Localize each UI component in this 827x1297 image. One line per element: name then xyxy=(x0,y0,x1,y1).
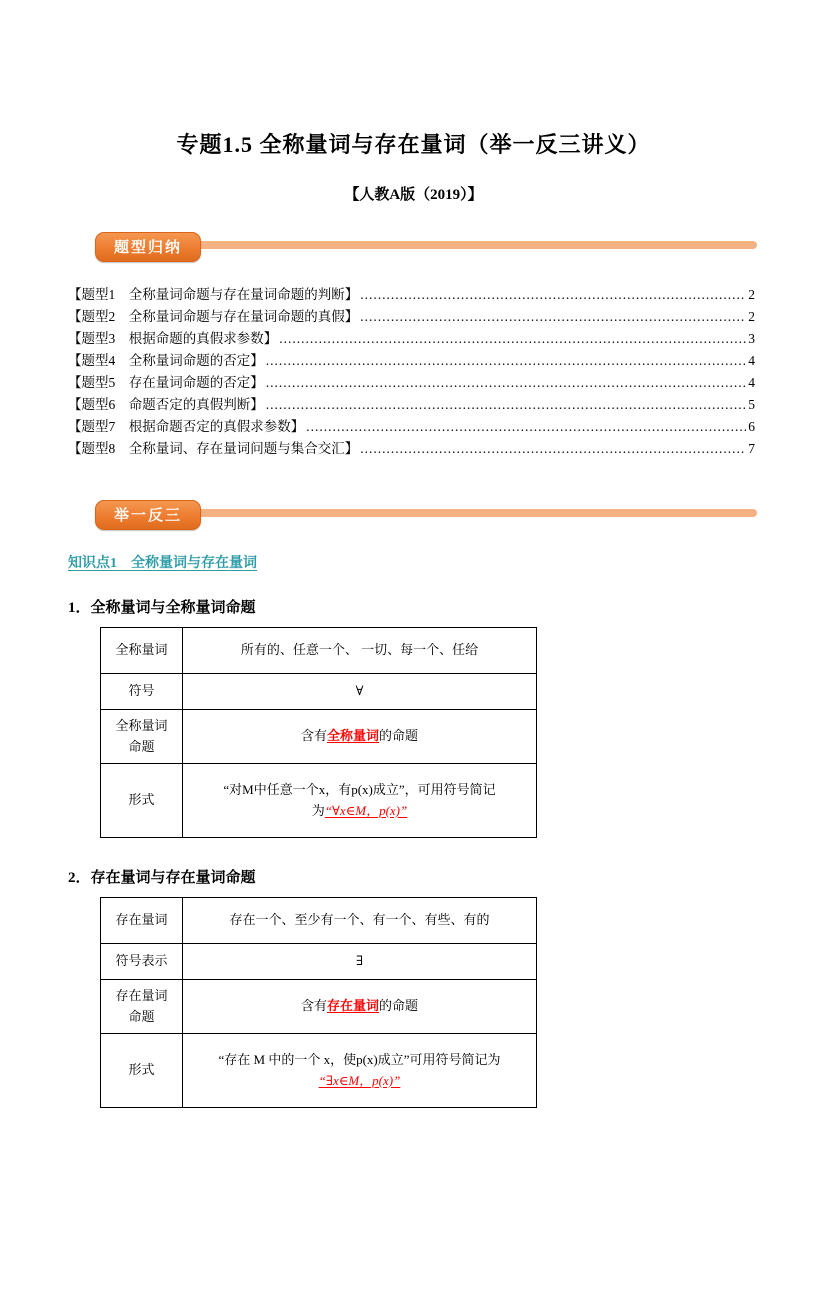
cell-form-value xyxy=(183,1034,537,1108)
banner-bar xyxy=(107,241,757,249)
toc-item xyxy=(68,306,755,328)
toc-item-label: 【题型5 存在量词命题的否定】 xyxy=(68,375,264,390)
section-1-heading: 1．全称量词与全称量词命题 xyxy=(68,600,256,616)
form-text: “存在 M 中的一个 x，使p(x)成立”可用符号简记为 xyxy=(218,1051,501,1067)
section-banner-practice xyxy=(95,500,757,526)
cell-proposition-label: 全称量词命题 xyxy=(101,710,183,764)
form-highlight: “∀x∈M，p(x)” xyxy=(324,802,408,818)
table-row-symbol xyxy=(101,944,537,980)
topic-summary-badge: 题型归纳 xyxy=(95,232,201,262)
toc-item xyxy=(68,416,755,438)
proposition-prefix: 含有 xyxy=(300,728,327,744)
toc-item xyxy=(68,394,755,416)
cell-symbol-value: ∀ xyxy=(183,674,537,710)
toc-item-label: 【题型2 全称量词命题与存在量词命题的真假】 xyxy=(68,309,359,324)
toc-item-label: 【题型7 根据命题否定的真假求参数】 xyxy=(68,419,305,434)
toc-item-label: 【题型4 全称量词命题的否定】 xyxy=(68,353,264,368)
form-text: “对M中任意一个x，有p(x)成立”，可用符号简记为 xyxy=(223,781,496,818)
toc-item-label: 【题型3 根据命题的真假求参数】 xyxy=(68,331,278,346)
toc-dot-leader xyxy=(360,284,746,306)
cell-proposition-label: 存在量词命题 xyxy=(101,980,183,1034)
cell-form-label: 形式 xyxy=(101,764,183,838)
table-row-proposition xyxy=(101,980,537,1034)
toc-item xyxy=(68,284,755,306)
page-subtitle: 【人教A版（2019）】 xyxy=(344,187,483,203)
proposition-highlight: 存在量词 xyxy=(326,998,379,1014)
toc-dot-leader xyxy=(266,394,747,416)
toc-dot-leader xyxy=(306,416,746,438)
table-row-quantifier xyxy=(101,898,537,944)
toc-page-number: 2 xyxy=(748,309,755,324)
toc-page-number: 5 xyxy=(748,397,755,412)
cell-form-value xyxy=(183,764,537,838)
proposition-suffix: 的命题 xyxy=(379,728,419,744)
proposition-highlight: 全称量词 xyxy=(326,728,379,744)
toc-page-number: 2 xyxy=(748,287,755,302)
table-row-form xyxy=(101,1034,537,1108)
toc-dot-leader xyxy=(266,372,747,394)
table-row-quantifier xyxy=(101,628,537,674)
cell-symbol-label: 符号表示 xyxy=(101,944,183,980)
section-banner-topic-summary xyxy=(95,232,757,258)
toc-dot-leader xyxy=(266,350,747,372)
toc-page-number: 7 xyxy=(748,441,755,456)
proposition-prefix: 含有 xyxy=(300,998,327,1014)
cell-quantifier-value: 所有的、任意一个、 一切、每一个、任给 xyxy=(183,628,537,674)
toc-item-label: 【题型8 全称量词、存在量词问题与集合交汇】 xyxy=(68,441,359,456)
toc-item xyxy=(68,350,755,372)
table-of-contents xyxy=(68,284,755,460)
page-title: 专题1.5 全称量词与存在量词（举一反三讲义） xyxy=(176,132,651,157)
practice-badge: 举一反三 xyxy=(95,500,201,530)
toc-item xyxy=(68,328,755,350)
cell-symbol-label: 符号 xyxy=(101,674,183,710)
existential-quantifier-table xyxy=(100,897,537,1108)
table-row-proposition xyxy=(101,710,537,764)
cell-form-label: 形式 xyxy=(101,1034,183,1108)
cell-symbol-value: ∃ xyxy=(183,944,537,980)
cell-quantifier-label: 全称量词 xyxy=(101,628,183,674)
proposition-suffix: 的命题 xyxy=(379,998,419,1014)
universal-quantifier-table xyxy=(100,627,537,838)
toc-item xyxy=(68,372,755,394)
table-row-symbol xyxy=(101,674,537,710)
document-page xyxy=(0,128,827,1297)
toc-dot-leader xyxy=(279,328,746,350)
toc-item-label: 【题型6 命题否定的真假判断】 xyxy=(68,397,264,412)
toc-dot-leader xyxy=(360,306,746,328)
toc-page-number: 4 xyxy=(748,353,755,368)
toc-item-label: 【题型1 全称量词命题与存在量词命题的判断】 xyxy=(68,287,359,302)
cell-proposition-value xyxy=(183,980,537,1034)
toc-page-number: 6 xyxy=(748,419,755,434)
table-row-form xyxy=(101,764,537,838)
toc-page-number: 4 xyxy=(748,375,755,390)
knowledge-point-heading: 知识点1 全称量词与存在量词 xyxy=(68,556,257,571)
toc-page-number: 3 xyxy=(748,331,755,346)
cell-proposition-value xyxy=(183,710,537,764)
section-2-heading: 2．存在量词与存在量词命题 xyxy=(68,870,256,886)
form-highlight: “∃x∈M，p(x)” xyxy=(318,1072,401,1088)
cell-quantifier-label: 存在量词 xyxy=(101,898,183,944)
toc-item xyxy=(68,438,755,460)
cell-quantifier-value: 存在一个、至少有一个、有一个、有些、有的 xyxy=(183,898,537,944)
banner-bar xyxy=(107,509,757,517)
toc-dot-leader xyxy=(360,438,746,460)
